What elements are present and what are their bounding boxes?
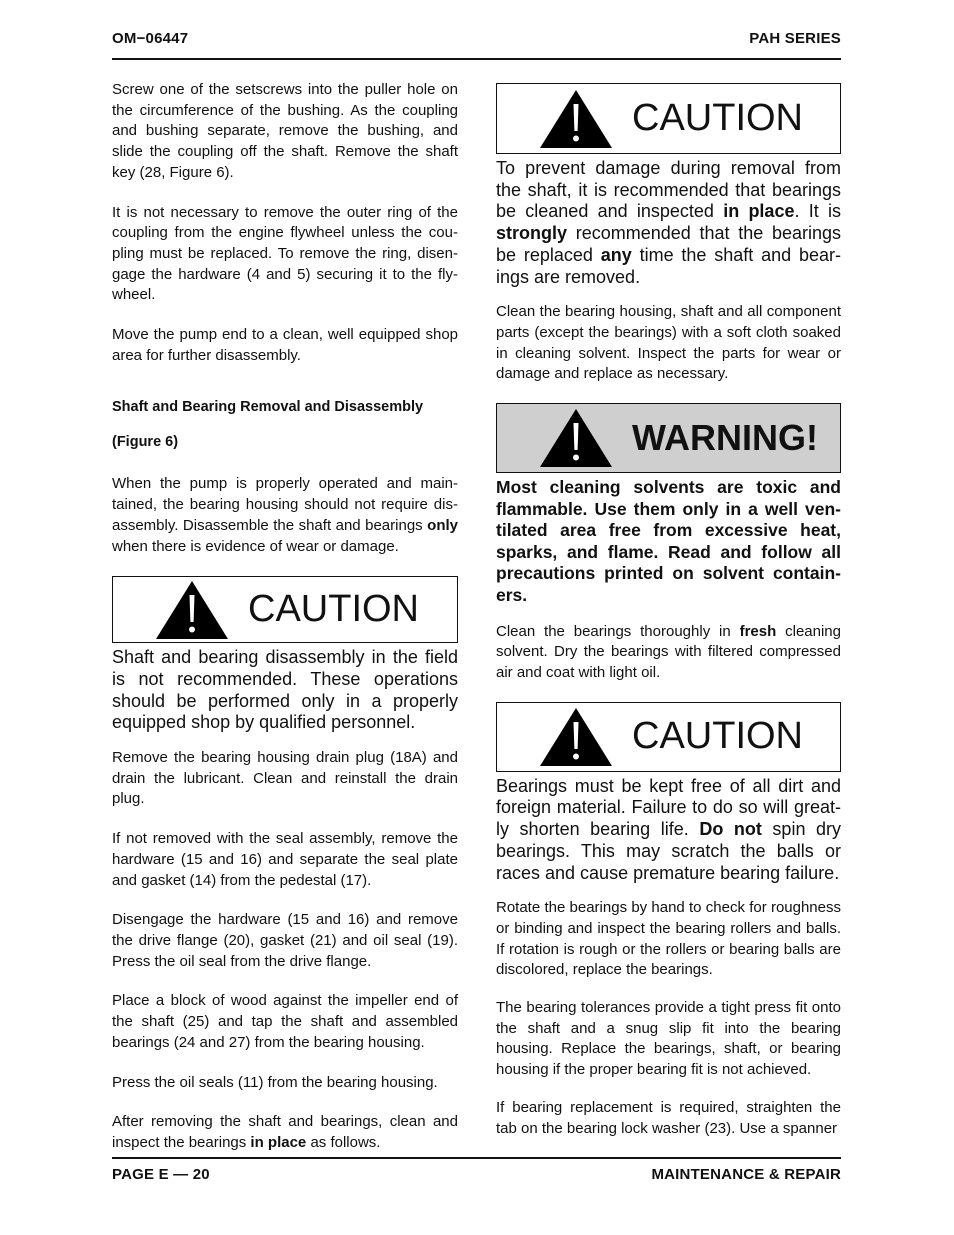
warning-triangle-icon: [538, 407, 614, 469]
caution-text: Shaft and bearing disassembly in the field is not recommended. These operations should be performed only in a properly equipped shop by qualified personnel.: [112, 647, 458, 733]
section-name: MAINTENANCE & REPAIR: [651, 1166, 841, 1183]
warning-sign: [496, 403, 841, 473]
header-rule: [112, 58, 841, 60]
caution-text-2: Bearings must be kept free of all dirt and foreign material. Failure to do so will greatly shorten bearing life. Do not spin dry bearings. This may scratch the balls or races and cause premature bearing failure.: [496, 775, 842, 883]
caution-label: CAUTION: [632, 97, 803, 139]
paragraph-oil-seals: Press the oil seals (11) from the bearing housing.: [112, 1073, 438, 1091]
warning-label: WARNING!: [632, 417, 818, 459]
paragraph-drain-plug: Remove the bearing housing drain plug (18A) and drain the lubricant. Clean and reinstall the drain plug.: [112, 749, 458, 808]
section-heading: Shaft and Bearing Removal and Disassembly: [112, 399, 424, 416]
paragraph-drive-flange: Disengage the hardware (15 and 16) and remove the drive flange (20), gasket (21) and oil seal (19). Press the oil seal from the drive flange.: [112, 911, 458, 970]
paragraph-coupling-removal: Screw one of the setscrews into the puller hole on the circumference of the bushing. As the coupling and bushing separate, remove the bushing, and slide the coupling off the shaft. Remove the shaft key (28, Figure 6).: [112, 81, 458, 181]
paragraph-rotate-bearings: Rotate the bearings by hand to check for roughness or binding and inspect the bearing rollers and balls. If rotation is rough or the rollers or bearing balls are discolored, replace the bearings.: [496, 899, 841, 979]
paragraph-inspect-bearings: After removing the shaft and bearings, clean and inspect the bearings in place as follows.: [112, 1113, 458, 1151]
warning-triangle-icon: [154, 579, 230, 641]
paragraph-tap-shaft: Place a block of wood against the impeller end of the shaft (25) and tap the shaft and assembled bearings (24 and 27) from the bearing housing.: [112, 992, 458, 1051]
caution-label: CAUTION: [632, 715, 803, 758]
warning-text: Most cleaning solvents are toxic and flammable. Use them only in a well ventilated area free from excessive heat, sparks, and flame. Read and follow all precautions printed on solvent containers.: [496, 477, 841, 605]
caution-sign-2: [496, 702, 841, 772]
caution-label: CAUTION: [248, 588, 419, 631]
paragraph-seal-plate: If not removed with the seal assembly, remove the hardware (15 and 16) and separate the seal plate and gasket (14) from the pedestal (17).: [112, 830, 458, 889]
caution-sign-1: [496, 83, 841, 154]
paragraph-bearing-replacement: If bearing replacement is required, straighten the tab on the bearing lock washer (23). Use a spanner: [496, 1098, 841, 1137]
document-number: OM−06447: [112, 30, 189, 47]
left-column: [112, 80, 458, 1173]
warning-triangle-icon: [538, 88, 614, 150]
paragraph-bearing-housing: When the pump is properly operated and maintained, the bearing housing should not require disassembly. Disassemble the shaft and bearings only when there is evidence of wear or damage.: [112, 475, 458, 555]
paragraph-move-pump: Move the pump end to a clean, well equipped shop area for further disassembly.: [112, 326, 458, 364]
footer-rule: [112, 1157, 841, 1159]
paragraph-clean-bearings: Clean the bearings thoroughly in fresh cleaning solvent. Dry the bearings with filtered compressed air and coat with light oil.: [496, 622, 841, 681]
paragraph-bearing-tolerances: The bearing tolerances provide a tight press fit onto the shaft and a snug slip fit into the bearing housing. Replace the bearings, shaft, or bearing housing if the proper bearing fit is not achieved.: [496, 999, 841, 1079]
section-heading-figure: (Figure 6): [112, 434, 179, 451]
warning-triangle-icon: [538, 706, 614, 768]
paragraph-clean-housing: Clean the bearing housing, shaft and all component parts (except the bearings) with a soft cloth soaked in cleaning solvent. Inspect the parts for wear or damage and replace as necessary.: [496, 303, 841, 383]
right-column: [496, 83, 841, 1158]
caution-sign: [112, 576, 458, 643]
series-label: PAH SERIES: [749, 30, 841, 47]
page-number: PAGE E — 20: [112, 1166, 210, 1183]
paragraph-outer-ring: It is not necessary to remove the outer ring of the coupling from the engine flywheel unless the coupling must be replaced. To remove the ring, disengage the hardware (4 and 5) securing it to the flywheel.: [112, 203, 458, 304]
caution-text-1: To prevent damage during removal from the shaft, it is recommended that bearings be cleaned and inspected in place. It is strongly recommended that the bearings be replaced any time the shaft and bearings are removed.: [496, 158, 841, 287]
